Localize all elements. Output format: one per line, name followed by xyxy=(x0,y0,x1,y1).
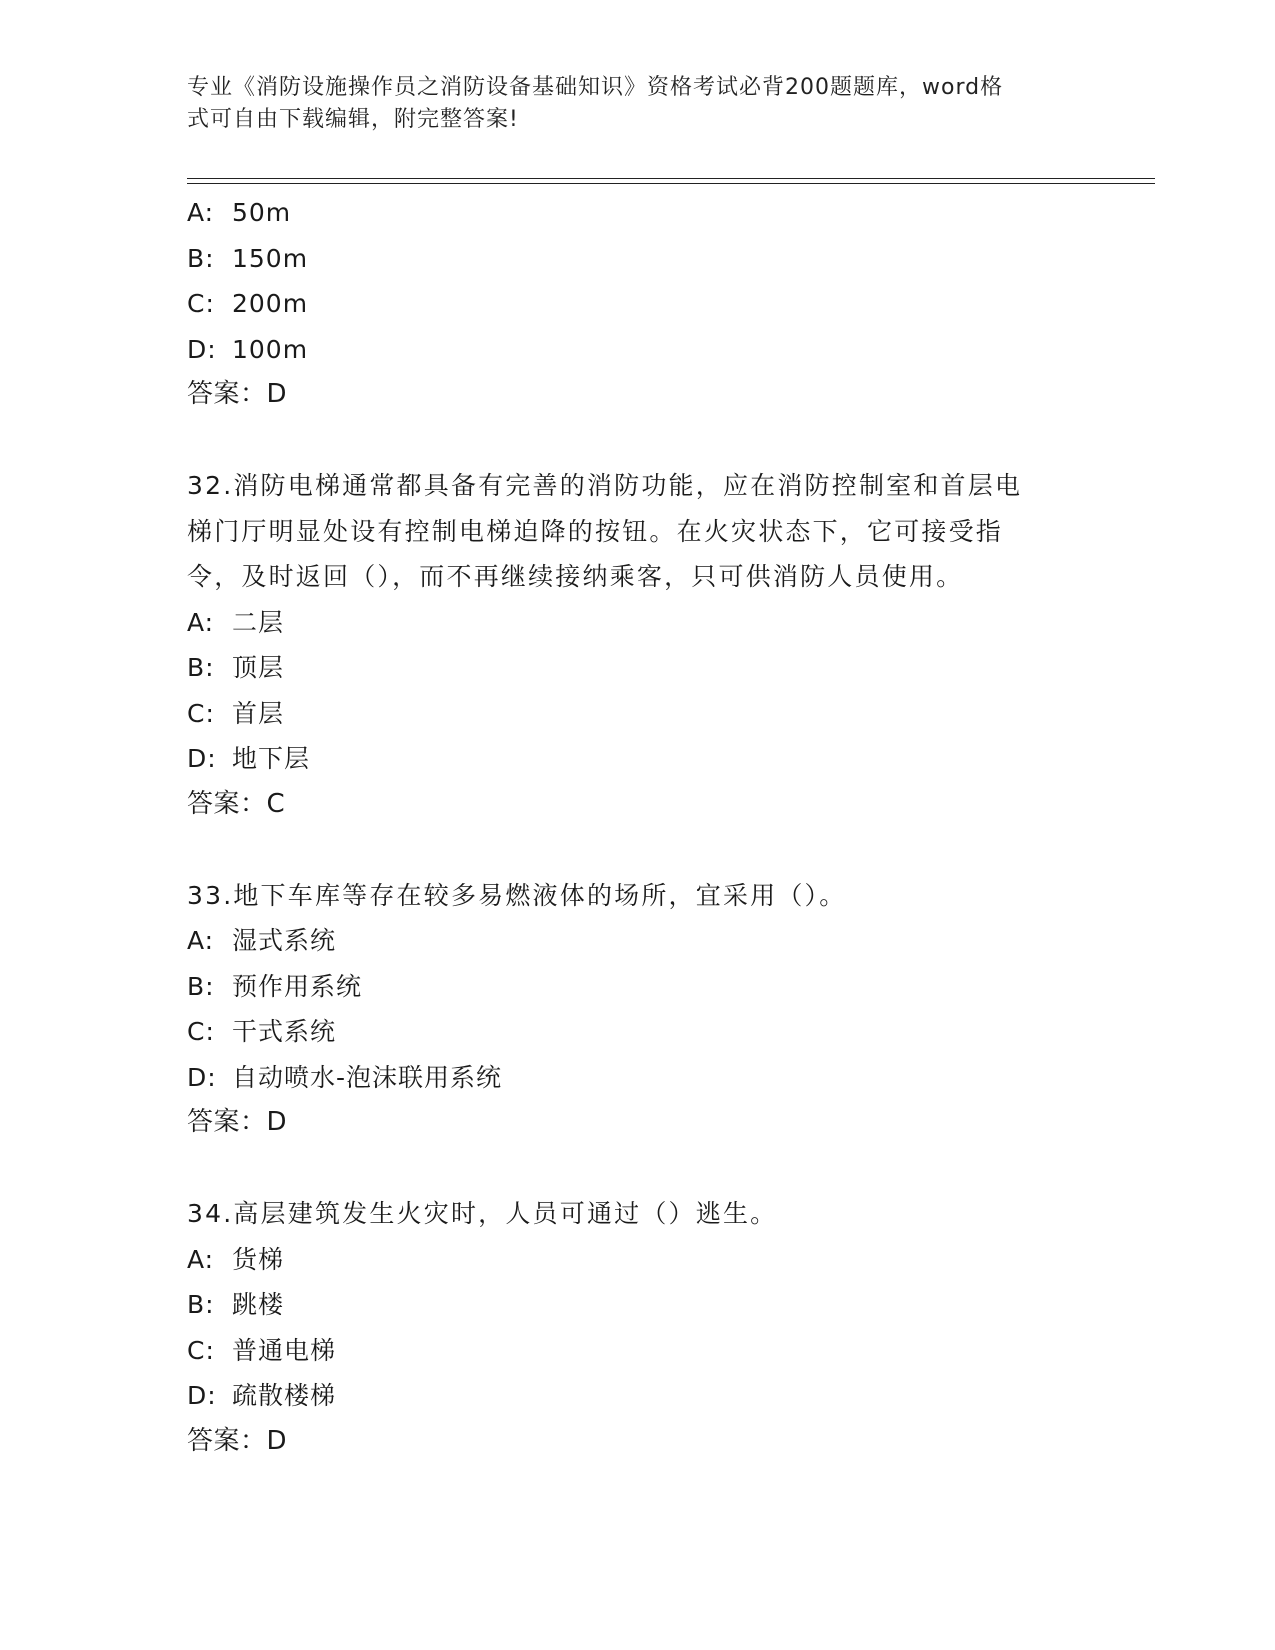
question-stem xyxy=(187,873,1067,919)
option-label: C: xyxy=(187,1335,215,1365)
option-label: D: xyxy=(187,744,217,773)
answer-line: 答案：D xyxy=(187,1425,288,1456)
option-text: 跳楼 xyxy=(232,1290,285,1319)
option-text: 二层 xyxy=(232,607,285,637)
option-label: B: xyxy=(187,1290,215,1319)
option-d xyxy=(187,1373,1087,1419)
answer-line: 答案：C xyxy=(187,788,286,819)
option-a xyxy=(187,918,1087,964)
option-a xyxy=(187,190,1087,236)
option-b xyxy=(187,236,1087,282)
option-b xyxy=(187,964,1087,1010)
spacer xyxy=(187,827,1087,873)
option-c xyxy=(187,281,1087,327)
option-text: 200m xyxy=(232,289,309,318)
stem-line-2: 梯门厅明显处设有控制电梯迫降的按钮。在火灾状态下，它可接受指 xyxy=(187,516,1004,546)
option-c xyxy=(187,1009,1087,1055)
option-text: 普通电梯 xyxy=(232,1335,337,1365)
option-d xyxy=(187,1055,1087,1101)
option-label: B: xyxy=(187,243,215,273)
option-text: 150m xyxy=(232,243,309,273)
answer-line: 答案：D xyxy=(187,379,288,409)
option-label: A: xyxy=(187,1244,215,1274)
question-stem xyxy=(187,1191,1067,1237)
stem-line-3: 令，及时返回（），而不再继续接纳乘客，只可供消防人员使用。 xyxy=(187,562,964,591)
option-label: C: xyxy=(187,289,215,318)
option-d xyxy=(187,736,1087,782)
question-32 xyxy=(187,463,1087,827)
spacer xyxy=(187,418,1087,464)
option-b xyxy=(187,1282,1087,1328)
option-text: 100m xyxy=(232,334,309,364)
document-header xyxy=(187,72,1067,136)
question-stem xyxy=(187,463,1067,600)
option-label: C: xyxy=(187,698,215,728)
option-label: D: xyxy=(187,334,217,364)
option-text: 干式系统 xyxy=(232,1017,337,1046)
option-text: 货梯 xyxy=(232,1244,285,1274)
option-a xyxy=(187,1237,1087,1283)
stem-line-1: 33.地下车库等存在较多易燃液体的场所，宜采用（）。 xyxy=(187,880,847,910)
question-list xyxy=(187,190,1087,1464)
header-divider-top xyxy=(187,178,1155,179)
option-label: D: xyxy=(187,1381,217,1410)
option-text: 疏散楼梯 xyxy=(232,1381,337,1410)
option-d xyxy=(187,327,1087,373)
stem-line-1: 34.高层建筑发生火灾时，人员可通过（）逃生。 xyxy=(187,1199,778,1228)
question-33 xyxy=(187,873,1087,1146)
option-label: C: xyxy=(187,1017,215,1046)
spacer xyxy=(187,1146,1087,1192)
option-text: 地下层 xyxy=(232,744,311,773)
header-divider-bottom xyxy=(187,183,1155,184)
question-34 xyxy=(187,1191,1087,1464)
option-text: 自动喷水-泡沫联用系统 xyxy=(232,1062,503,1092)
stem-line-1: 32.消防电梯通常都具备有完善的消防功能，应在消防控制室和首层电 xyxy=(187,471,1023,500)
option-label: A: xyxy=(187,198,215,227)
option-b xyxy=(187,645,1087,691)
option-text: 50m xyxy=(232,198,292,227)
option-label: A: xyxy=(187,607,215,637)
option-label: B: xyxy=(187,971,215,1001)
option-text: 湿式系统 xyxy=(232,926,337,955)
option-label: A: xyxy=(187,926,215,955)
answer-line: 答案：D xyxy=(187,1107,288,1137)
option-text: 预作用系统 xyxy=(232,971,363,1001)
option-label: B: xyxy=(187,653,215,682)
option-text: 首层 xyxy=(232,698,285,728)
header-title-line-1: 专业《消防设施操作员之消防设备基础知识》资格考试必背200题题库，word格 xyxy=(187,75,1004,100)
option-label: D: xyxy=(187,1062,217,1092)
option-c xyxy=(187,691,1087,737)
option-a xyxy=(187,600,1087,646)
option-text: 顶层 xyxy=(232,653,285,682)
question-31 xyxy=(187,190,1087,418)
header-title-line-2: 式可自由下载编辑，附完整答案! xyxy=(187,107,519,132)
option-c xyxy=(187,1328,1087,1374)
